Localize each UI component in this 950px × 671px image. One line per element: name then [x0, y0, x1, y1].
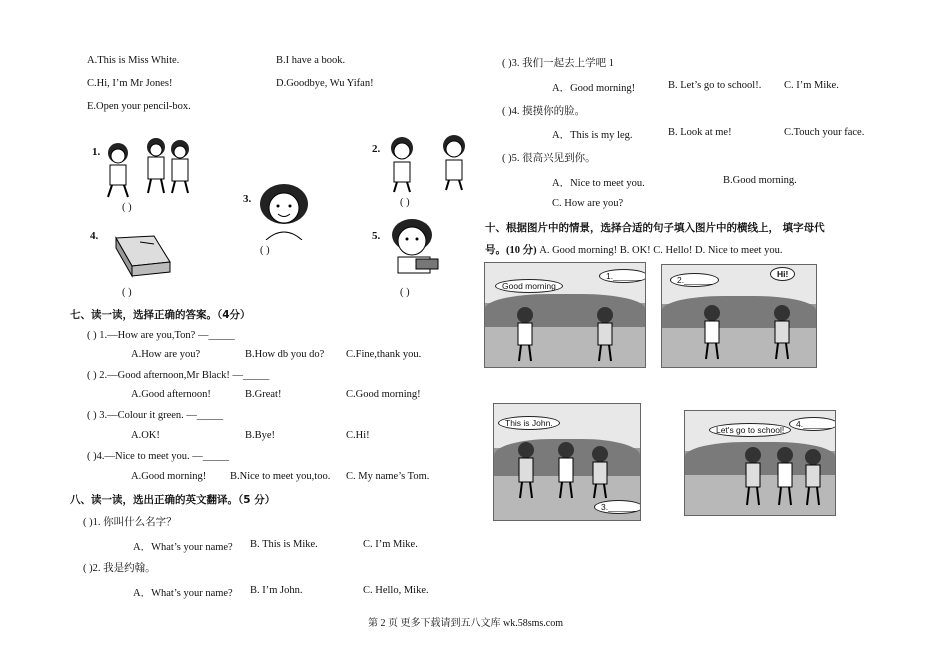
scene-4-bubble-blank[interactable]: 4.______ — [789, 417, 836, 431]
s8-q5-option-c: C. How are you? — [552, 198, 624, 209]
picture-number-3: 3. — [243, 193, 252, 205]
scene-2-bubble-blank[interactable]: 2.______ — [670, 273, 719, 287]
section-8-heading: 八、读一读，选出正确的英文翻译。（5 分） — [70, 494, 276, 506]
picture-3-illustration — [254, 182, 318, 240]
s8-q2-option-c: C. Hello, Mike. — [363, 585, 429, 596]
option-a: A.This is Miss White. — [87, 55, 180, 66]
s8-q3-option-a: A．Good morning! — [552, 83, 636, 94]
scene-4-bubble-lets-go-to-school: Let's go to school! — [709, 423, 791, 437]
book-picture-icon — [110, 232, 176, 280]
s8-q3-stem: ( )3. 我们一起去上学吧 1 — [502, 58, 614, 69]
scene-1-picture — [484, 262, 646, 368]
s8-q5-option-a: A．Nice to meet you. — [552, 178, 645, 189]
s7-q1-option-a: A.How are you? — [131, 349, 201, 360]
section-10-heading: 十、根据图片中的情景，选择合适的句子填入图片中的横线上， 填字母代 — [485, 222, 825, 234]
s8-q4-option-b: B. Look at me! — [668, 127, 732, 138]
s8-q4-option-a: A．This is my leg. — [552, 130, 633, 141]
picture-5-illustration — [382, 215, 446, 279]
section-10-heading-line2 — [485, 242, 782, 257]
scene-1-bubble-good-morning: Good morning — [495, 279, 563, 293]
page-footer: 第 2 页 更多下载请到五八文库 wk.58sms.com — [368, 618, 563, 629]
scene-2-people — [692, 301, 802, 363]
option-d: D.Goodbye, Wu Yifan! — [276, 78, 374, 89]
picture-3-answer-blank[interactable]: ( ) — [260, 245, 270, 256]
s7-q1-stem: ( ) 1.—How are you,Ton? —_____ — [87, 330, 235, 341]
scene-1-people — [505, 303, 625, 365]
s7-q4-stem: ( )4.—Nice to meet you. —_____ — [87, 451, 230, 462]
s8-q1-option-b: B. This is Mike. — [250, 539, 318, 550]
s8-q4-option-c: C.Touch your face. — [784, 127, 865, 138]
section-7-heading: 七、读一读，选择正确的答案。（4分） — [70, 309, 251, 321]
picture-number-4: 4. — [90, 230, 99, 242]
section-10-points: 号。(10 分) — [485, 245, 537, 256]
s7-q4-option-c: C. My name’s Tom. — [346, 471, 430, 482]
scene-3-bubble-this-is-john: This is John. — [498, 416, 560, 430]
scene-2-bubble-hi: Hi! — [770, 267, 795, 281]
s7-q3-option-a: A.OK! — [131, 430, 160, 441]
s7-q4-option-b: B.Nice to meet you,too. — [230, 471, 331, 482]
option-e: E.Open your pencil-box. — [87, 101, 191, 112]
section-10-choices: A. Good morning! B. OK! C. Hello! D. Nice to meet you. — [536, 245, 783, 256]
picture-number-1: 1. — [92, 146, 101, 158]
s7-q2-stem: ( ) 2.—Good afternoon,Mr Black! —_____ — [87, 370, 270, 381]
s8-q1-option-a: A．What’s your name? — [133, 542, 233, 553]
picture-2-illustration — [384, 132, 472, 194]
s8-q4-stem: ( )4. 摸摸你的脸。 — [502, 106, 586, 117]
picture-5-answer-blank[interactable]: ( ) — [400, 287, 410, 298]
scene-3-people — [508, 438, 628, 502]
scene-3-picture — [493, 403, 641, 521]
s7-q2-option-c: C.Good morning! — [346, 389, 421, 400]
s8-q5-stem: ( )5. 很高兴见到你。 — [502, 153, 596, 164]
s8-q1-option-c: C. I’m Mike. — [363, 539, 418, 550]
s7-q2-option-b: B.Great! — [245, 389, 282, 400]
picture-2-answer-blank[interactable]: ( ) — [400, 197, 410, 208]
scene-3-bubble-blank[interactable]: 3.______ — [594, 500, 641, 514]
scene-4-people — [735, 443, 831, 509]
scene-4-picture — [684, 410, 836, 516]
s8-q3-option-c: C. I’m Mike. — [784, 80, 839, 91]
s7-q1-option-b: B.How db you do? — [245, 349, 325, 360]
s8-q2-stem: ( )2. 我是约翰。 — [83, 563, 156, 574]
picture-number-2: 2. — [372, 143, 381, 155]
s7-q1-option-c: C.Fine,thank you. — [346, 349, 422, 360]
s8-q2-option-b: B. I’m John. — [250, 585, 303, 596]
s7-q4-option-a: A.Good morning! — [131, 471, 207, 482]
option-b: B.I have a book. — [276, 55, 346, 66]
s8-q2-option-a: A．What’s your name? — [133, 588, 233, 599]
picture-number-5: 5. — [372, 230, 381, 242]
scene-1-bubble-blank[interactable]: 1.______ — [599, 269, 646, 283]
s7-q3-option-b: B.Bye! — [245, 430, 276, 441]
s8-q5-option-b: B.Good morning. — [723, 175, 797, 186]
picture-4-answer-blank[interactable]: ( ) — [122, 287, 132, 298]
s7-q2-option-a: A.Good afternoon! — [131, 389, 211, 400]
s8-q1-stem: ( )1. 你叫什么名字？ — [83, 517, 177, 528]
option-c: C.Hi, I’m Mr Jones! — [87, 78, 173, 89]
scene-2-picture — [661, 264, 817, 368]
picture-1-illustration — [98, 135, 198, 201]
picture-1-answer-blank[interactable]: ( ) — [122, 202, 132, 213]
s8-q3-option-b: B. Let’s go to school!. — [668, 80, 762, 91]
s7-q3-option-c: C.Hi! — [346, 430, 370, 441]
s7-q3-stem: ( ) 3.—Colour it green. —_____ — [87, 410, 224, 421]
